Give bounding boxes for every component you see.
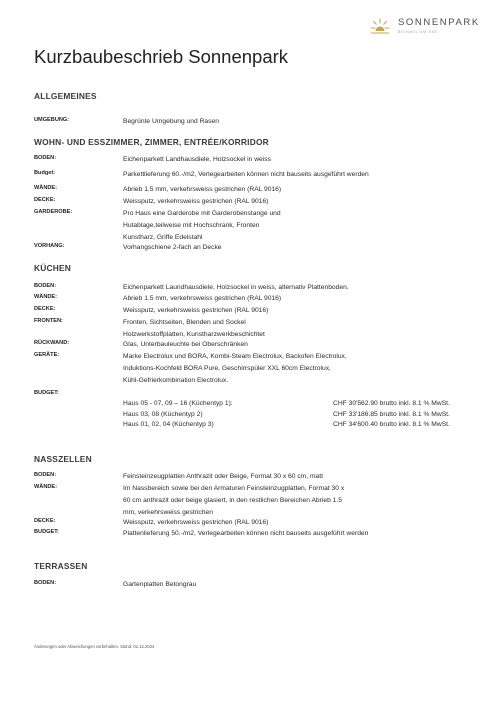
spec-label: BODEN: [34, 580, 57, 586]
spec-value: Gartenplatten Betongrau [123, 581, 197, 588]
section-heading-nasszellen: NASSZELLEN [34, 454, 92, 464]
spec-value: Plattenlieferung 50.-/m2, Verlegearbeiten können nicht bauseits ausgeführt werden [123, 530, 369, 537]
spec-label: RÜCKWAND: [34, 340, 70, 346]
spec-label: WÄNDE: [34, 484, 57, 490]
page-title: Kurzbaubeschrieb Sonnenpark [34, 46, 289, 67]
spec-value: Pro Haus eine Garderobe mit Garderobenstange und Hutablage,teilweise mit Hochschrank, Fronten Kunstharz, Griffe Edelstahl [123, 210, 281, 241]
spec-label: WÄNDE: [34, 294, 57, 300]
spec-label: GARDEROBE: [34, 209, 73, 215]
spec-value: Weissputz, verkehrsweiss gestrichen (RAL 9016) [123, 198, 269, 205]
logo-tagline: BEINWIL AM SEE [398, 30, 439, 34]
spec-value: Vorhangschiene 2-fach an Decke [123, 244, 222, 251]
budget-houses: Haus 03, 08 (Küchentyp 2) [123, 411, 203, 418]
section-heading-allgemeines: ALLGEMEINES [34, 91, 97, 101]
spec-label: UMGEBUNG: [34, 117, 70, 123]
section-heading-kuechen: KÜCHEN [34, 263, 72, 273]
spec-value: Eichenparkett Landhausdiele, Holzsockel in weiss [123, 156, 271, 163]
company-logo [368, 16, 486, 42]
logo-name: SONNENPARK [398, 17, 480, 28]
spec-value: Eichenparkett Laundhausdiele, Holzsockel in weiss, alternativ Plattenboden. [123, 284, 349, 291]
spec-label: GERÄTE: [34, 352, 60, 358]
spec-value: Parkettlieferung 60.-/m2, Verlegearbeiten können nicht bauseits ausgeführt werden [123, 171, 369, 178]
spec-label: BUDGET: [34, 390, 59, 396]
spec-label: Budget: [34, 170, 56, 176]
spec-label: DECKE: [34, 197, 56, 203]
spec-value: Feinsteinzeugplatten Anthrazit oder Beige, Format 30 x 60 cm, matt [123, 473, 323, 480]
spec-value: Abrieb 1.5 mm, verkehrsweiss gestrichen (RAL 9016) [123, 186, 282, 193]
spec-label: VORHANG: [34, 243, 65, 249]
section-heading-terrassen: TERRASSEN [34, 561, 88, 571]
spec-value: Weissputz, verkehrsweiss gestrichen (RAL 9016) [123, 307, 269, 314]
spec-label: DECKE: [34, 306, 56, 312]
budget-houses: Haus 05 - 07, 09 – 16 (Küchentyp 1): [123, 400, 233, 407]
spec-label: FRONTEN: [34, 318, 63, 324]
section-heading-wohnen: WOHN- UND ESSZIMMER, ZIMMER, ENTRÉE/KORRIDOR [34, 137, 269, 147]
spec-label: DECKE: [34, 518, 56, 524]
budget-price: CHF 34'600.40 brutto inkl. 8.1 % MwSt. [333, 421, 450, 428]
spec-value: Weissputz, verkehrsweiss gestrichen (RAL 9016) [123, 519, 269, 526]
spec-value: Glas, Unterbauleuchte bei Oberschränken [123, 341, 248, 348]
footer-note: Änderungen oder Abweichungen vorbehalten. Stand: 01.12.2024 [34, 644, 155, 649]
spec-value: Abrieb 1.5 mm, verkehrsweiss gestrichen (RAL 9016) [123, 295, 282, 302]
budget-houses: Haus 01, 02, 04 (Küchentyp 3) [123, 421, 214, 428]
spec-label: BUDGET: [34, 529, 59, 535]
spec-value: Begrünte Umgebung und Rasen [123, 118, 219, 125]
spec-label: BODEN: [34, 283, 57, 289]
sun-logo-icon [368, 16, 392, 40]
budget-price: CHF 30'562.90 brutto inkl. 8.1 % MwSt. [333, 400, 450, 407]
spec-label: BODEN: [34, 472, 57, 478]
spec-value: Im Nassbereich sowie bei den Armaturen Feinsteinzugplatten, Format 30 x 60 cm anthrazit oder beige glasiert, in den restlichen Bereichen Abrieb 1.5 mm, verkehrsweiss gestrichen [123, 485, 345, 516]
spec-value: Marke Electrolux und BORA, Kombi-Steam Electrolux, Backofen Electrolux, Induktions-Kochfeld BORA Pure, Geschirrspüler XXL 60cm Electrolux, Kühl-Gefrierkombination Electrolux. [123, 353, 347, 384]
spec-label: BODEN: [34, 155, 57, 161]
spec-label: WÄNDE: [34, 185, 57, 191]
spec-value: Fronten, Sichtseiten, Blenden und Sockel Holzwerkstoffplatten, Kunstharzwerkbeschichtet [123, 319, 265, 338]
budget-price: CHF 33'186.85 brutto inkl. 8.1 % MwSt. [333, 411, 450, 418]
